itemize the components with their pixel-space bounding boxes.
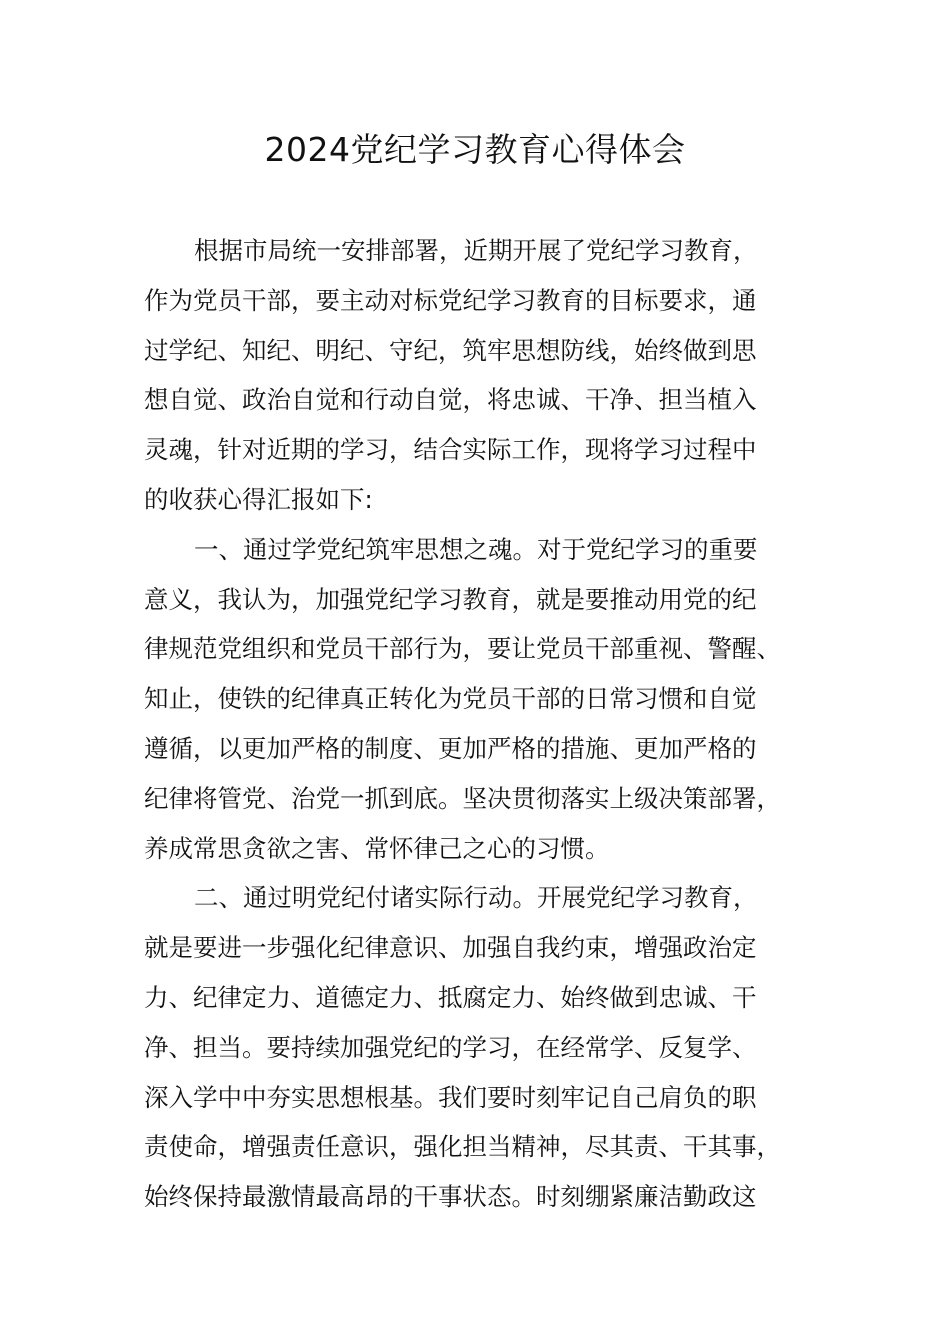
- text-line: 知止，使铁的纪律真正转化为党员干部的日常习惯和自觉: [144, 684, 757, 714]
- text-line: 一、通过学党纪筑牢思想之魂。对于党纪学习的重要: [194, 534, 758, 564]
- text-line: 作为党员干部，要主动对标党纪学习教育的目标要求，通: [144, 285, 757, 315]
- text-line: 深入学中中夯实思想根基。我们要时刻牢记自己肩负的职: [144, 1082, 757, 1112]
- document-title: 2024党纪学习教育心得体会: [264, 130, 686, 169]
- text-line: 始终保持最激情最高昂的干事状态。时刻绷紧廉洁勤政这: [144, 1182, 757, 1212]
- document-body: [144, 226, 814, 1222]
- text-line: 养成常思贪欲之害、常怀律己之心的习惯。: [144, 833, 610, 863]
- text-line: 想自觉、政治自觉和行动自觉，将忠诚、干净、担当植入: [144, 385, 757, 415]
- text-line: 纪律将管党、治党一抓到底。坚决贯彻落实上级决策部署，: [144, 783, 781, 813]
- text-line: 意义，我认为，加强党纪学习教育，就是要推动用党的纪: [144, 584, 757, 614]
- text-line: 净、担当。要持续加强党纪的学习，在经常学、反复学、: [144, 1032, 757, 1062]
- text-line: 过学纪、知纪、明纪、守纪，筑牢思想防线，始终做到思: [144, 335, 757, 365]
- text-line: 的收获心得汇报如下:: [144, 484, 373, 514]
- text-line: 力、纪律定力、道德定力、抵腐定力、始终做到忠诚、干: [144, 982, 757, 1012]
- text-line: 责使命，增强责任意识，强化担当精神，尽其责、干其事，: [144, 1132, 781, 1162]
- text-line: 根据市局统一安排部署，近期开展了党纪学习教育，: [194, 236, 758, 265]
- text-line: 遵循，以更加严格的制度、更加严格的措施、更加严格的: [144, 733, 757, 763]
- text-line: 就是要进一步强化纪律意识、加强自我约束，增强政治定: [144, 933, 757, 963]
- text-line: 灵魂，针对近期的学习，结合实际工作，现将学习过程中: [144, 435, 757, 465]
- text-line: 律规范党组织和党员干部行为，要让党员干部重视、警醒、: [144, 634, 781, 664]
- text-line: 二、通过明党纪付诸实际行动。开展党纪学习教育，: [194, 883, 758, 913]
